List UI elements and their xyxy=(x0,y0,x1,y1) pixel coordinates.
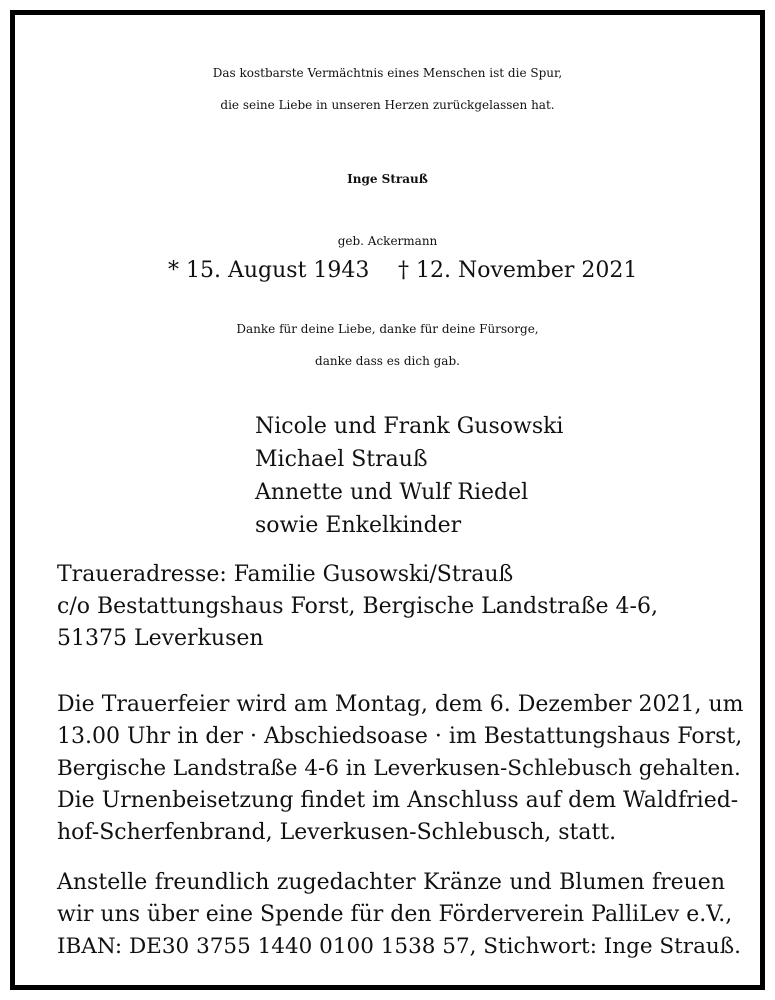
mourner-1: Nicole und Frank Gusowski xyxy=(255,414,564,439)
ceremony-line-3: Bergische Landstraße 4-6 in Leverkusen-Schlebusch gehalten. xyxy=(57,756,741,781)
obituary-content xyxy=(15,15,760,985)
death-date: † 12. November 2021 xyxy=(398,258,638,283)
ceremony-line-5: hof-Scherfenbrand, Leverkusen-Schlebusch, statt. xyxy=(57,820,617,845)
deceased-name: Inge Strauß xyxy=(347,172,428,186)
donation-line-3: IBAN: DE30 3755 1440 0100 1538 57, Stichwort: Inge Strauß. xyxy=(57,934,741,959)
birth-name: geb. Ackermann xyxy=(337,234,438,248)
thanks-line-1: Danke für deine Liebe, danke für deine Fürsorge, xyxy=(236,322,539,336)
ceremony-line-1: Die Trauerfeier wird am Montag, dem 6. Dezember 2021, um xyxy=(57,692,744,717)
thanks-line-2: danke dass es dich gab. xyxy=(315,354,460,368)
address-line-2: c/o Bestattungshaus Forst, Bergische Landstraße 4-6, xyxy=(57,594,658,619)
motto-line-1: Das kostbarste Vermächtnis eines Menschen ist die Spur, xyxy=(212,66,563,80)
mourner-3: Annette und Wulf Riedel xyxy=(255,480,529,505)
address-line-1: Traueradresse: Familie Gusowski/Strauß xyxy=(57,562,514,587)
ceremony-line-2: 13.00 Uhr in der · Abschiedsoase · im Bestattungshaus Forst, xyxy=(57,724,743,749)
donation-line-2: wir uns über eine Spende für den Förderverein PalliLev e.V., xyxy=(57,902,733,927)
obituary-frame xyxy=(10,10,765,990)
mourner-4: sowie Enkelkinder xyxy=(255,513,462,538)
birth-date: * 15. August 1943 xyxy=(168,258,370,283)
motto-line-2: die seine Liebe in unseren Herzen zurückgelassen hat. xyxy=(220,98,555,112)
donation-line-1: Anstelle freundlich zugedachter Kränze und Blumen freuen xyxy=(57,870,725,895)
ceremony-line-4: Die Urnenbeisetzung findet im Anschluss auf dem Waldfried- xyxy=(57,788,739,813)
address-line-3: 51375 Leverkusen xyxy=(57,626,264,651)
mourner-2: Michael Strauß xyxy=(255,447,428,472)
